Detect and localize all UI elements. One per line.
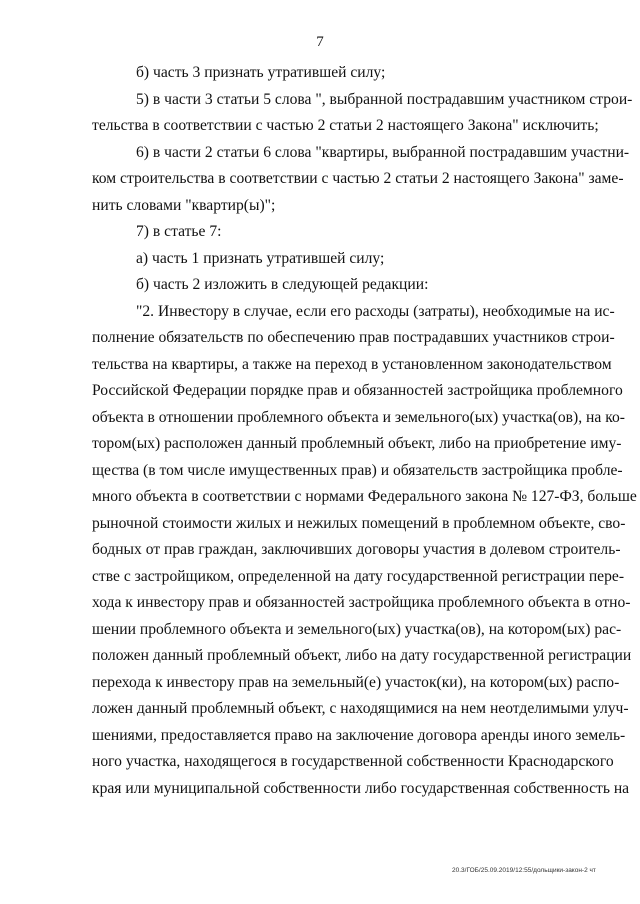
document-line: тельства на квартиры, а также на переход в установленном законодательством xyxy=(92,355,612,373)
document-line: положен данный проблемный объект, либо на дату государственной регистрации xyxy=(92,647,632,664)
document-line: хода к инвестору прав и обязанностей застройщика проблемного объекта в отно- xyxy=(92,594,631,611)
document-line: щества (в том числе имущественных прав) и обязательств застройщика пробле- xyxy=(92,461,623,479)
page-number: 7 xyxy=(316,34,324,50)
document-line: тором(ых) расположен данный проблемный объект, либо на приобретение иму- xyxy=(92,435,622,452)
document-line: Российской Федерации порядке прав и обязанностей застройщика проблемного xyxy=(92,382,623,399)
document-line: а) часть 1 признать утратившей силу; xyxy=(136,249,385,267)
document-line: шениями, предоставляется право на заключение договора аренды иного земель- xyxy=(92,726,626,744)
document-line: "2. Инвестору в случае, если его расходы (затраты), необходимые на ис- xyxy=(136,302,615,320)
document-line: 6) в части 2 статьи 6 слова "квартиры, выбранной пострадавшим участни- xyxy=(136,143,630,161)
document-line: 7) в статье 7: xyxy=(136,223,222,240)
document-body xyxy=(92,60,637,802)
document-line: полнение обязательств по обеспечению прав пострадавших участников строи- xyxy=(92,329,615,346)
document-line: ного участка, находящегося в государственной собственности Краснодарского xyxy=(92,753,614,770)
document-line: тельства в соответствии с частью 2 статьи 2 настоящего Закона" исключить; xyxy=(92,117,599,134)
document-footer-reference: 20.3/ГОБ/25.09.2019/12:55/дольщики-закон-2 чт xyxy=(452,867,596,874)
document-line: нить словами "квартир(ы)"; xyxy=(92,196,276,214)
document-line: 5) в части 3 статьи 5 слова ", выбранной пострадавшим участником строи- xyxy=(136,90,633,108)
document-line: много объекта в соответствии с нормами Федерального закона № 127-ФЗ, больше xyxy=(92,488,637,505)
document-line: объекта в отношении проблемного объекта и земельного(ых) участка(ов), на ко- xyxy=(92,408,625,426)
document-line: ком строительства в соответствии с частью 2 статьи 2 настоящего Закона" заме- xyxy=(92,170,624,187)
document-line: ложен данный проблемный объект, с находящимися на нем неотделимыми улуч- xyxy=(92,700,629,717)
document-line: б) часть 3 признать утратившей силу; xyxy=(136,64,386,81)
document-line: рыночной стоимости жилых и нежилых помещений в проблемном объекте, сво- xyxy=(92,514,626,532)
document-line: б) часть 2 изложить в следующей редакции: xyxy=(136,276,429,293)
document-line: шении проблемного объекта и земельного(ых) участка(ов), на котором(ых) рас- xyxy=(92,620,622,638)
document-line: бодных от прав граждан, заключивших договоры участия в долевом строитель- xyxy=(92,541,621,558)
document-line: перехода к инвестору прав на земельный(е) участок(ки), на котором(ых) распо- xyxy=(92,673,620,691)
document-line: края или муниципальной собственности либо государственная собственность на xyxy=(92,779,630,797)
document-line: стве с застройщиком, определенной на дату государственной регистрации пере- xyxy=(92,567,625,585)
